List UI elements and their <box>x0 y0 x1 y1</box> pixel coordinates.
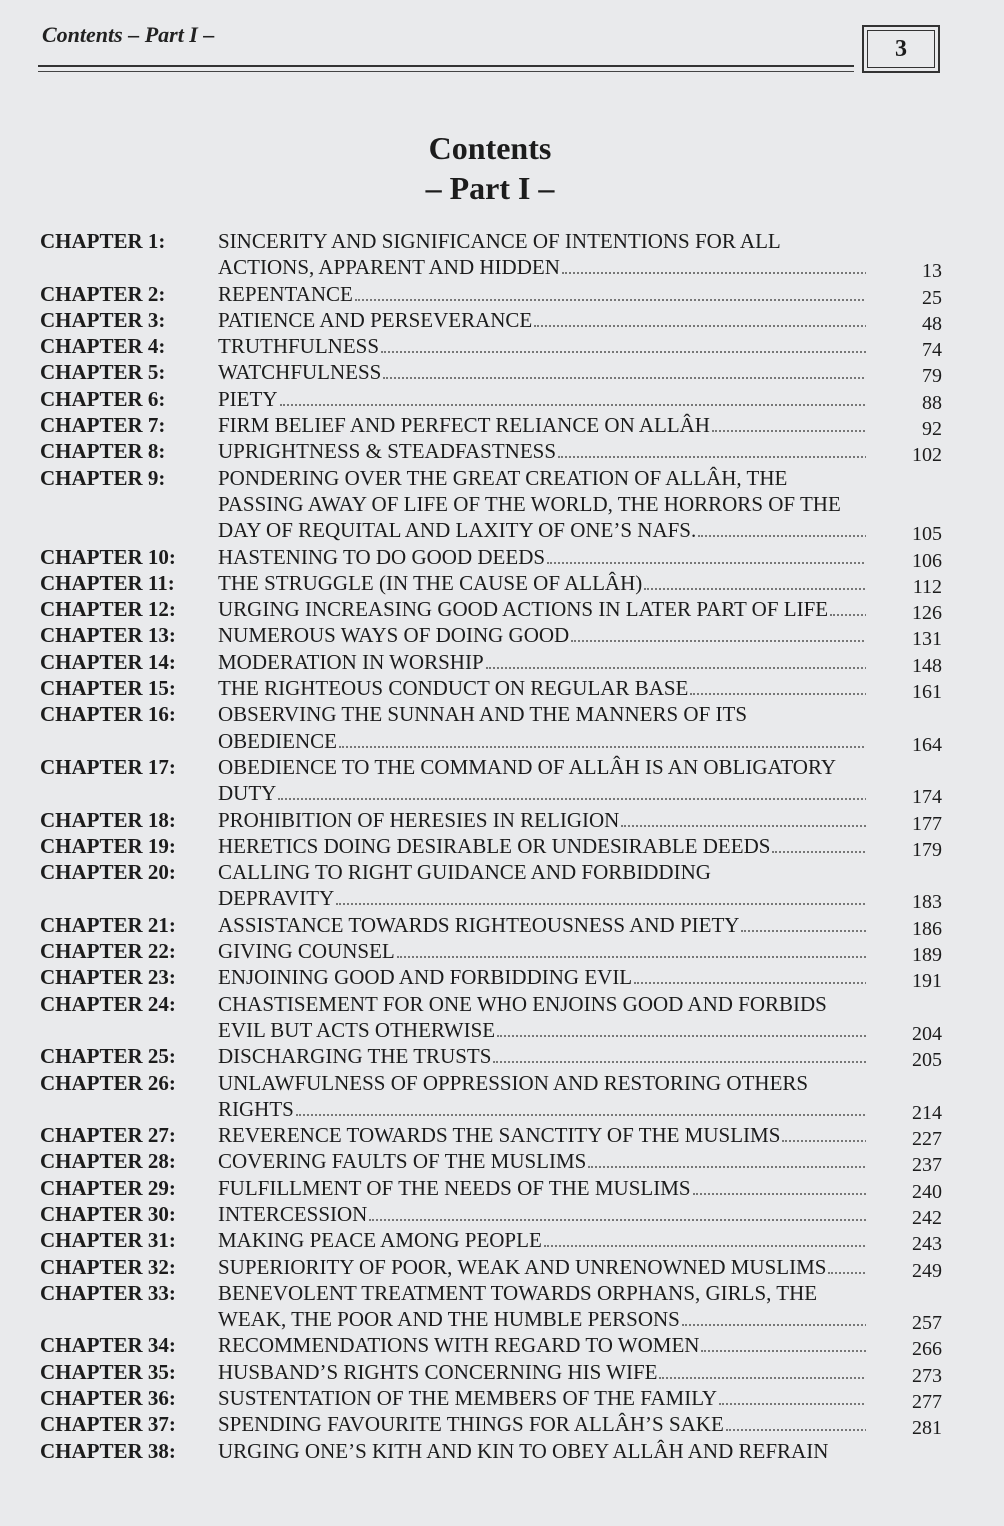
dot-leader <box>772 834 866 853</box>
dot-leader <box>544 1228 866 1247</box>
chapter-label: CHAPTER 3: <box>40 307 166 332</box>
dot-leader <box>701 1333 866 1352</box>
page-ref: 249 <box>912 1259 942 1282</box>
dot-leader <box>726 1412 866 1431</box>
toc-entry <box>0 386 1004 412</box>
toc-entry <box>0 859 1004 912</box>
chapter-title-line <box>218 386 866 412</box>
chapter-title-text: ACTIONS, APPARENT AND HIDDEN <box>218 255 560 280</box>
page-ref: 102 <box>912 444 942 467</box>
chapter-title-line <box>218 1385 866 1411</box>
chapter-title-text: ENJOINING GOOD AND FORBIDDING EVIL <box>218 965 633 990</box>
chapter-title-line <box>218 859 866 885</box>
dot-leader <box>397 939 866 958</box>
page-ref: 277 <box>912 1391 942 1414</box>
page-ref: 48 <box>922 312 942 335</box>
dot-leader <box>486 650 866 669</box>
toc-entry <box>0 1332 1004 1361</box>
toc-entry <box>0 649 1004 675</box>
chapter-title-text: PASSING AWAY OF LIFE OF THE WORLD, THE HORRORS OF THE <box>218 491 841 516</box>
chapter-title-text: SPENDING FAVOURITE THINGS FOR ALLÂH’S SAKE <box>218 1412 724 1437</box>
chapter-title-text: HERETICS DOING DESIRABLE OR UNDESIRABLE DEEDS <box>218 833 771 858</box>
page-ref: 74 <box>922 339 942 362</box>
dot-leader <box>698 518 866 537</box>
chapter-label: CHAPTER 4: <box>40 334 166 359</box>
chapter-label: CHAPTER 7: <box>40 413 166 438</box>
dot-leader <box>278 781 866 800</box>
chapter-title-text: TRUTHFULNESS <box>218 334 380 359</box>
chapter-title-line <box>218 701 866 727</box>
dot-leader <box>497 1018 866 1037</box>
page-ref: 106 <box>912 549 942 572</box>
toc-entry <box>0 1385 1004 1414</box>
chapter-label: CHAPTER 21: <box>40 912 176 937</box>
page-ref: 266 <box>912 1338 942 1361</box>
page-ref: 257 <box>912 1312 942 1335</box>
chapter-label: CHAPTER 18: <box>40 807 176 832</box>
page-ref: 79 <box>922 365 942 388</box>
toc-entry <box>0 964 1004 993</box>
toc-entry <box>0 701 1004 754</box>
chapter-title-line <box>218 1175 866 1201</box>
chapter-label: CHAPTER 14: <box>40 649 176 674</box>
chapter-title-text: GIVING COUNSEL <box>218 939 395 964</box>
chapter-title-line <box>218 1017 866 1043</box>
dot-leader <box>659 1360 866 1379</box>
toc-entry <box>0 438 1004 467</box>
page-ref: 177 <box>912 812 942 835</box>
dot-leader <box>741 913 866 932</box>
dot-leader <box>682 1307 866 1326</box>
chapter-title-line <box>218 491 866 517</box>
chapter-title-text: PIETY <box>218 386 278 411</box>
chapter-title-line <box>218 228 866 254</box>
dot-leader <box>493 1044 866 1063</box>
dot-leader <box>588 1149 866 1168</box>
page-title: Contents <box>428 130 552 166</box>
chapter-title-text: MODERATION IN WORSHIP <box>218 649 484 674</box>
chapter-title-text: PROHIBITION OF HERESIES IN RELIGION <box>218 807 620 832</box>
chapter-title-text: WATCHFULNESS <box>218 360 382 385</box>
toc-entry <box>0 1070 1004 1123</box>
chapter-label: CHAPTER 36: <box>40 1386 176 1411</box>
toc-entry <box>0 307 1004 333</box>
page-ref: 161 <box>912 681 942 704</box>
chapter-title-text: WEAK, THE POOR AND THE HUMBLE PERSONS <box>218 1307 680 1332</box>
chapter-title-line <box>218 1411 866 1437</box>
chapter-title-text: PONDERING OVER THE GREAT CREATION OF ALLÂH, THE <box>218 465 788 490</box>
chapter-label: CHAPTER 2: <box>40 281 166 306</box>
toc-entry <box>0 807 1004 833</box>
chapter-title-line <box>218 1306 866 1332</box>
dot-leader <box>296 1097 866 1116</box>
page-ref: 186 <box>912 917 942 940</box>
page-ref: 174 <box>912 786 942 809</box>
chapter-label: CHAPTER 25: <box>40 1044 176 1069</box>
chapter-title-line <box>218 754 866 780</box>
chapter-title-text: DAY OF REQUITAL AND LAXITY OF ONE’S NAFS. <box>218 518 697 543</box>
chapter-title-text: HASTENING TO DO GOOD DEEDS <box>218 544 546 569</box>
chapter-label: CHAPTER 30: <box>40 1201 176 1226</box>
chapter-label: CHAPTER 19: <box>40 833 176 858</box>
toc-entry <box>0 912 1004 938</box>
page-ref: 13 <box>922 260 942 283</box>
chapter-title-text: COVERING FAULTS OF THE MUSLIMS <box>218 1149 587 1174</box>
chapter-title-line <box>218 1043 866 1069</box>
toc-entry <box>0 412 1004 441</box>
chapter-title-text: DEPRAVITY <box>218 886 335 911</box>
chapter-label: CHAPTER 12: <box>40 597 176 622</box>
dot-leader <box>355 282 866 301</box>
page-ref: 164 <box>912 733 942 756</box>
chapter-label: CHAPTER 15: <box>40 676 176 701</box>
chapter-title-line <box>218 570 866 596</box>
toc-entry <box>0 675 1004 704</box>
chapter-title-line <box>218 1070 866 1096</box>
dot-leader <box>562 255 866 274</box>
chapter-label: CHAPTER 23: <box>40 965 176 990</box>
chapter-title-text: NUMEROUS WAYS OF DOING GOOD <box>218 623 570 648</box>
chapter-title-text: BENEVOLENT TREATMENT TOWARDS ORPHANS, GIRLS, THE <box>218 1280 818 1305</box>
chapter-label: CHAPTER 28: <box>40 1149 176 1174</box>
dot-leader <box>336 886 866 905</box>
chapter-title-line <box>218 991 866 1017</box>
chapter-title-line <box>218 1096 866 1122</box>
toc-entry <box>0 1043 1004 1072</box>
dot-leader <box>547 545 866 564</box>
chapter-title-line <box>218 1438 866 1464</box>
page-ref: 25 <box>922 286 942 309</box>
toc-entry <box>0 1175 1004 1201</box>
toc-entry <box>0 991 1004 1044</box>
chapter-title-line <box>218 649 866 675</box>
chapter-title-text: DISCHARGING THE TRUSTS <box>218 1044 492 1069</box>
page-ref: 204 <box>912 1022 942 1045</box>
dot-leader <box>369 1202 866 1221</box>
chapter-title-line <box>218 1148 866 1174</box>
chapter-title-line <box>218 438 866 464</box>
chapter-title-line <box>218 359 866 385</box>
chapter-title-text: PATIENCE AND PERSEVERANCE <box>218 307 533 332</box>
chapter-title-line <box>218 596 866 622</box>
chapter-title-text: THE STRUGGLE (IN THE CAUSE OF ALLÂH) <box>218 570 643 595</box>
chapter-label: CHAPTER 26: <box>40 1070 176 1095</box>
toc-entry <box>0 1411 1004 1440</box>
toc-entry <box>0 1148 1004 1177</box>
dot-leader <box>381 334 866 353</box>
header-rule-thin <box>38 71 854 72</box>
chapter-title-line <box>218 622 866 648</box>
chapter-label: CHAPTER 5: <box>40 360 166 385</box>
chapter-title-text: URGING INCREASING GOOD ACTIONS IN LATER PART OF LIFE <box>218 597 829 622</box>
chapter-label: CHAPTER 37: <box>40 1412 176 1437</box>
page-ref: 240 <box>912 1180 942 1203</box>
chapter-title-line <box>218 544 866 570</box>
page-ref: 92 <box>922 418 942 441</box>
toc-entry <box>0 1359 1004 1385</box>
page-ref: 183 <box>912 891 942 914</box>
page-subtitle: – Part I – <box>425 170 555 206</box>
chapter-title-line <box>218 885 866 911</box>
chapter-label: CHAPTER 22: <box>40 939 176 964</box>
chapter-label: CHAPTER 1: <box>40 229 166 253</box>
dot-leader <box>383 360 866 379</box>
chapter-title-text: THE RIGHTEOUS CONDUCT ON REGULAR BASE <box>218 676 689 701</box>
chapter-title-text: SUPERIORITY OF POOR, WEAK AND UNRENOWNED MUSLIMS <box>218 1254 827 1279</box>
chapter-title-line <box>218 833 866 859</box>
dot-leader <box>828 1255 866 1274</box>
toc-entry <box>0 544 1004 570</box>
chapter-title-line <box>218 333 866 359</box>
dot-leader <box>621 808 866 827</box>
page-ref: 105 <box>912 523 942 546</box>
chapter-title-line <box>218 1227 866 1253</box>
table-of-contents <box>0 228 1004 1464</box>
toc-entry <box>0 833 1004 859</box>
chapter-title-text: SINCERITY AND SIGNIFICANCE OF INTENTIONS FOR ALL <box>218 229 781 253</box>
toc-entry <box>0 333 1004 362</box>
chapter-title-text: OBSERVING THE SUNNAH AND THE MANNERS OF ITS <box>218 702 747 727</box>
chapter-label: CHAPTER 6: <box>40 386 166 411</box>
chapter-title-text: REVERENCE TOWARDS THE SANCTITY OF THE MUSLIMS <box>218 1123 781 1148</box>
chapter-label: CHAPTER 27: <box>40 1123 176 1148</box>
chapter-title-text: OBEDIENCE <box>218 728 337 753</box>
chapter-title-text: CHASTISEMENT FOR ONE WHO ENJOINS GOOD AND FORBIDS <box>218 991 827 1016</box>
page-ref: 214 <box>912 1101 942 1124</box>
chapter-label: CHAPTER 8: <box>40 439 166 464</box>
chapter-title-line <box>218 307 866 333</box>
toc-entry <box>0 1201 1004 1227</box>
chapter-title-line <box>218 1332 866 1358</box>
chapter-label: CHAPTER 31: <box>40 1228 176 1253</box>
dot-leader <box>719 1386 866 1405</box>
page-ref: 191 <box>912 970 942 993</box>
dot-leader <box>690 676 866 695</box>
chapter-title-text: HUSBAND’S RIGHTS CONCERNING HIS WIFE <box>218 1359 658 1384</box>
page-number-box <box>862 25 940 73</box>
chapter-title-line <box>218 1359 866 1385</box>
chapter-label: CHAPTER 9: <box>40 465 166 490</box>
chapter-title-text: RIGHTS <box>218 1096 294 1121</box>
chapter-title-line <box>218 807 866 833</box>
running-title: Contents – Part I – <box>42 22 215 47</box>
page-ref: 227 <box>912 1128 942 1151</box>
toc-entry <box>0 570 1004 596</box>
dot-leader <box>534 308 866 327</box>
toc-entry <box>0 754 1004 807</box>
chapter-title-text: MAKING PEACE AMONG PEOPLE <box>218 1228 542 1253</box>
page-ref: 126 <box>912 602 942 625</box>
page-ref: 243 <box>912 1233 942 1256</box>
chapter-title-text: RECOMMENDATIONS WITH REGARD TO WOMEN <box>218 1333 700 1358</box>
chapter-title-text: ASSISTANCE TOWARDS RIGHTEOUSNESS AND PIETY <box>218 912 740 937</box>
page-ref: 131 <box>912 628 942 651</box>
toc-entry <box>0 359 1004 388</box>
toc-entry <box>0 1122 1004 1151</box>
chapter-title-text: SUSTENTATION OF THE MEMBERS OF THE FAMILY <box>218 1386 718 1411</box>
dot-leader <box>558 439 866 458</box>
chapter-title-line <box>218 281 866 307</box>
page-ref: 189 <box>912 944 942 967</box>
chapter-label: CHAPTER 20: <box>40 860 176 885</box>
chapter-title-line <box>218 675 866 701</box>
chapter-title-text: UPRIGHTNESS & STEADFASTNESS <box>218 439 556 464</box>
page-ref: 148 <box>912 654 942 677</box>
toc-entry <box>0 622 1004 651</box>
chapter-label: CHAPTER 13: <box>40 623 176 648</box>
toc-entry <box>0 281 1004 307</box>
chapter-title-line <box>218 780 866 806</box>
page-ref: 281 <box>912 1417 942 1440</box>
chapter-title-text: URGING ONE’S KITH AND KIN TO OBEY ALLÂH AND REFRAIN <box>218 1438 829 1463</box>
chapter-title-line <box>218 1201 866 1227</box>
chapter-title-line <box>218 1122 866 1148</box>
chapter-title-text: UNLAWFULNESS OF OPPRESSION AND RESTORING OTHERS <box>218 1070 809 1095</box>
chapter-label: CHAPTER 33: <box>40 1280 176 1305</box>
chapter-title-text: OBEDIENCE TO THE COMMAND OF ALLÂH IS AN OBLIGATORY <box>218 754 836 779</box>
chapter-label: CHAPTER 10: <box>40 544 176 569</box>
chapter-label: CHAPTER 35: <box>40 1359 176 1384</box>
dot-leader <box>634 965 866 984</box>
chapter-title-text: DUTY <box>218 781 277 806</box>
page-ref: 273 <box>912 1364 942 1387</box>
dot-leader <box>830 597 866 616</box>
toc-entry <box>0 1254 1004 1280</box>
chapter-title-line <box>218 517 866 543</box>
chapter-label: CHAPTER 11: <box>40 570 175 595</box>
chapter-title-line <box>218 912 866 938</box>
chapter-label: CHAPTER 32: <box>40 1254 176 1279</box>
page-ref: 112 <box>912 575 942 598</box>
dot-leader <box>693 1176 866 1195</box>
chapter-title-text: EVIL BUT ACTS OTHERWISE <box>218 1017 496 1042</box>
chapter-title-line <box>218 254 866 280</box>
page-ref: 242 <box>912 1206 942 1229</box>
page-ref: 179 <box>912 838 942 861</box>
dot-leader <box>712 413 866 432</box>
header-rule-thick <box>38 65 854 67</box>
chapter-label: CHAPTER 17: <box>40 754 176 779</box>
dot-leader <box>644 571 866 590</box>
chapter-title-line <box>218 728 866 754</box>
dot-leader <box>339 729 866 748</box>
chapter-title-line <box>218 938 866 964</box>
chapter-title-text: INTERCESSION <box>218 1201 368 1226</box>
toc-entry <box>0 1438 1004 1464</box>
dot-leader <box>571 623 866 642</box>
chapter-title-text: FULFILLMENT OF THE NEEDS OF THE MUSLIMS <box>218 1175 691 1200</box>
chapter-title-line <box>218 412 866 438</box>
dot-leader <box>782 1123 866 1142</box>
chapter-title-line <box>218 465 866 491</box>
chapter-title-line <box>218 964 866 990</box>
chapter-label: CHAPTER 16: <box>40 702 176 727</box>
page-ref: 205 <box>912 1049 942 1072</box>
chapter-label: CHAPTER 38: <box>40 1438 176 1463</box>
chapter-title-line <box>218 1254 866 1280</box>
page-ref: 88 <box>922 391 942 414</box>
dot-leader <box>280 387 867 406</box>
chapter-label: CHAPTER 34: <box>40 1333 176 1358</box>
page-number: 3 <box>867 30 935 68</box>
page-ref: 237 <box>912 1154 942 1177</box>
toc-entry <box>0 938 1004 967</box>
toc-entry <box>0 1280 1004 1333</box>
chapter-label: CHAPTER 24: <box>40 991 176 1016</box>
toc-entry <box>0 465 1004 544</box>
toc-entry <box>0 596 1004 625</box>
chapter-title-line <box>218 1280 866 1306</box>
toc-entry <box>0 1227 1004 1256</box>
chapter-title-text: REPENTANCE <box>218 281 353 306</box>
chapter-title-text: FIRM BELIEF AND PERFECT RELIANCE ON ALLÂH <box>218 413 710 438</box>
chapter-title-text: CALLING TO RIGHT GUIDANCE AND FORBIDDING <box>218 860 711 885</box>
toc-entry <box>0 228 1004 281</box>
chapter-label: CHAPTER 29: <box>40 1175 176 1200</box>
